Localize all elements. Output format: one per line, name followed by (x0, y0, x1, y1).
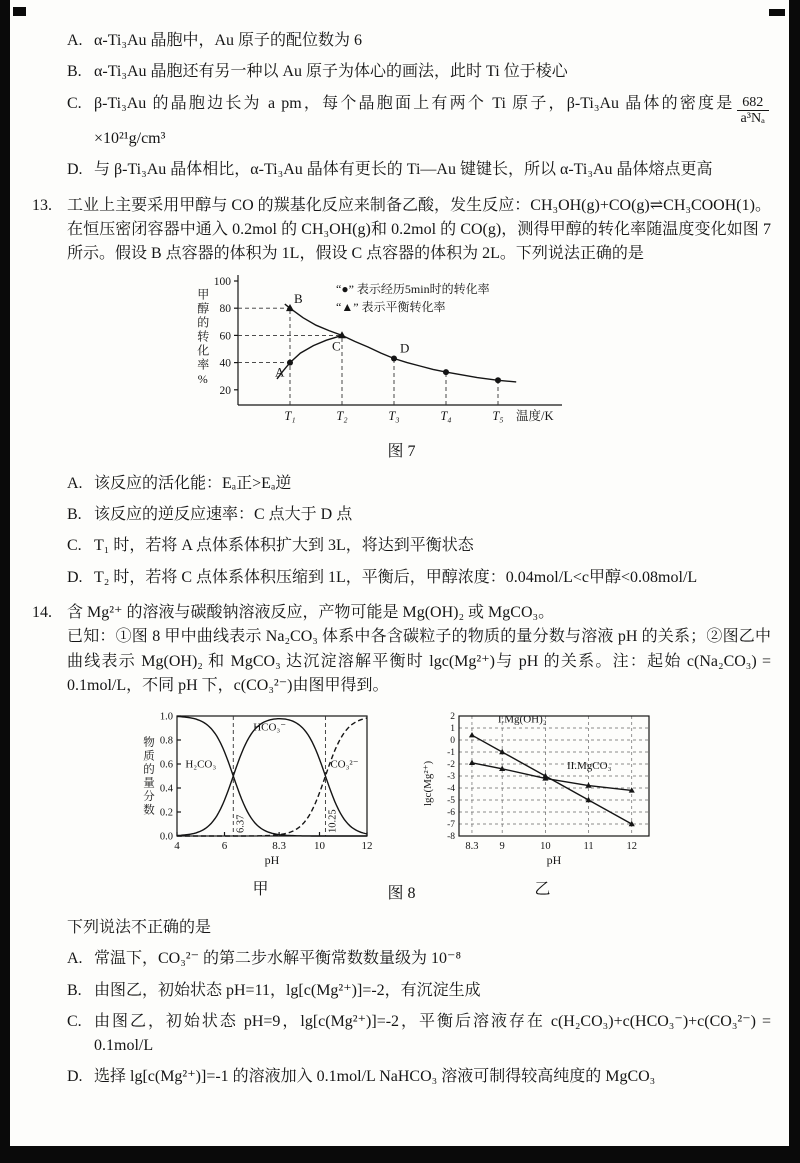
svg-text:I.Mg(OH)₂: I.Mg(OH)₂ (497, 713, 547, 726)
svg-text:A: A (274, 365, 284, 381)
question-number: 14. (32, 604, 52, 622)
q12-option-a (67, 29, 771, 53)
option-text-pre: β-Ti₃Au 的晶胞边长为 a pm，每个晶胞面上有两个 Ti 原子，β-Ti₃Au 晶体的密度是 (94, 94, 735, 112)
option-label: A. (67, 950, 83, 968)
svg-text:6.37: 6.37 (234, 814, 246, 834)
svg-text:-1: -1 (446, 748, 455, 759)
fig8a-y-axis-label: 物质的量分数 (141, 736, 154, 818)
svg-text:pH: pH (546, 853, 561, 868)
option-label: B. (67, 63, 82, 81)
question-number: 13. (32, 196, 52, 214)
option-label: A. (67, 474, 83, 492)
svg-text:0.8: 0.8 (159, 735, 173, 747)
svg-text:11: 11 (582, 841, 594, 853)
svg-text:6: 6 (221, 840, 227, 853)
svg-text:-5: -5 (446, 796, 455, 807)
option-text: 与 β-Ti₃Au 晶体相比，α-Ti₃Au 晶体有更长的 Ti—Au 键键长，所以 α-Ti₃Au 晶体熔点更高 (94, 161, 713, 179)
option-label: D. (67, 568, 83, 586)
option-label: A. (67, 32, 83, 49)
option-text: T₂ 时，若将 C 点体系体积压缩到 1L，平衡后，甲醇浓度：0.04mol/L<c甲醇<0.08mol/L (94, 568, 698, 586)
density-fraction (737, 95, 770, 127)
q13-option-c (67, 534, 771, 558)
fraction-denominator: a³Nₐ (737, 110, 770, 126)
figure8-right (417, 706, 669, 902)
option-label: B. (67, 506, 82, 524)
option-text: 该反应的逆反应速率：C 点大于 D 点 (94, 506, 353, 524)
svg-text:T₅: T₅ (491, 409, 504, 424)
q12-option-c (67, 92, 771, 152)
svg-text:20: 20 (219, 385, 231, 398)
q14-option-a (67, 947, 771, 971)
svg-text:CO₃²⁻: CO₃²⁻ (329, 758, 359, 771)
figure8-caption: 图 8 (387, 884, 416, 902)
svg-text:T₂: T₂ (335, 409, 348, 424)
svg-text:C: C (331, 338, 341, 354)
scan-artifact-top-right (769, 9, 785, 16)
fraction-numerator: 682 (742, 93, 764, 110)
q14-stem-line2: 已知：①图 8 甲中曲线表示 Na₂CO₃ 体系中各含碳粒子的物质的量分数与溶液 pH 的关系；②图乙中曲线表示 Mg(OH)₂ 和 MgCO₃ 达沉淀溶解平衡时 lgc(Mg²⁺)与 pH 的关系。注：起始 c(Na₂CO₃) = 0.1mol/L，不同 pH 下，c(CO₃²⁻)由图甲得到。 (67, 628, 771, 694)
question-13 (32, 194, 771, 267)
option-text: 选择 lg[c(Mg²⁺)]=-1 的溶液加入 0.1mol/L NaHCO₃ 溶液可制得较高纯度的 MgCO₃ (94, 1068, 656, 1086)
figure8b-chart (417, 706, 669, 878)
exam-page (10, 0, 789, 1146)
q13-option-d (67, 566, 771, 590)
q14-stem-line1: 含 Mg²⁺ 的溶液与碳酸钠溶液反应，产物可能是 Mg(OH)₂ 或 MgCO₃。 (67, 604, 555, 622)
svg-text:pH: pH (264, 853, 279, 868)
q14-option-d (67, 1065, 771, 1089)
q13-option-a (67, 472, 771, 496)
svg-text:温度/K: 温度/K (515, 409, 554, 424)
option-text: 该反应的活化能：Eₐ正>Eₐ逆 (94, 474, 292, 492)
figure-7 (32, 272, 771, 440)
option-label: C. (67, 537, 82, 555)
option-text: 由图乙，初始状态 pH=11，lg[c(Mg²⁺)]=-2，有沉淀生成 (94, 981, 481, 999)
svg-text:“●” 表示经历5min时的转化率: “●” 表示经历5min时的转化率 (335, 282, 490, 297)
svg-text:0.2: 0.2 (159, 807, 173, 819)
option-label: D. (67, 161, 83, 179)
option-text: 由图乙，初始状态 pH=9，lg[c(Mg²⁺)]=-2，平衡后溶液存在 c(H₂CO₃)+c(HCO₃⁻)+c(CO₃²⁻) = 0.1mol/L (94, 1012, 771, 1055)
option-label: C. (67, 94, 82, 112)
svg-text:8.3: 8.3 (464, 841, 479, 853)
question-stem (67, 601, 771, 698)
scan-artifact-top-left (13, 7, 26, 16)
option-text: α-Ti₃Au 晶胞还有另一种以 Au 原子为体心的画法，此时 Ti 位于棱心 (94, 63, 568, 81)
option-text: T₁ 时，若将 A 点体系体积扩大到 3L，将达到平衡状态 (94, 537, 474, 555)
q13-option-b (67, 503, 771, 527)
svg-text:-7: -7 (446, 820, 455, 831)
figure-8 (32, 706, 771, 902)
svg-text:12: 12 (361, 840, 372, 853)
fig7-y-axis-label: 甲醇的转化率% (195, 288, 210, 389)
question-14 (32, 601, 771, 698)
svg-text:0.6: 0.6 (159, 759, 173, 771)
svg-text:1.0: 1.0 (159, 711, 173, 723)
page-content (10, 0, 789, 1090)
svg-text:0.0: 0.0 (159, 831, 173, 843)
svg-text:0.4: 0.4 (159, 783, 173, 795)
svg-text:80: 80 (219, 303, 231, 316)
svg-text:12: 12 (625, 841, 637, 853)
option-text (94, 92, 771, 152)
figure8-left (135, 706, 387, 902)
svg-text:-8: -8 (446, 832, 455, 843)
option-text: α-Ti₃Au 晶胞中，Au 原子的配位数为 6 (94, 32, 363, 49)
svg-text:II.MgCO₃: II.MgCO₃ (566, 760, 611, 773)
svg-text:9: 9 (499, 841, 505, 853)
option-label: D. (67, 1068, 83, 1086)
svg-text:0: 0 (449, 736, 455, 747)
svg-text:8.3: 8.3 (271, 840, 286, 853)
svg-text:T₃: T₃ (387, 409, 400, 424)
question-stem: 工业上主要采用甲醇与 CO 的羰基化反应来制备乙酸，发生反应：CH₃OH(g)+CO(g)⇌CH₃COOH(1)。在恒压密闭容器中通入 0.2mol 的 CH₃OH(g)和 0.2mol 的 CO(g)，测得甲醇的转化率随温度变化如图 7 所示。假设 B 点容器的体积为 1L，假设 C 点容器的体积为 2L。下列说法正确的是 (67, 196, 771, 263)
svg-text:D: D (399, 340, 409, 356)
svg-text:“▲” 表示平衡转化率: “▲” 表示平衡转化率 (335, 300, 446, 315)
svg-text:4: 4 (173, 840, 180, 853)
svg-text:60: 60 (219, 330, 231, 343)
option-text: 常温下，CO₃²⁻ 的第二步水解平衡常数数量级为 10⁻⁸ (94, 950, 462, 968)
q14-option-b (67, 979, 771, 1003)
figure8a-chart (135, 706, 387, 878)
svg-text:-2: -2 (446, 760, 455, 771)
svg-text:40: 40 (219, 358, 231, 371)
svg-text:T₁: T₁ (283, 409, 296, 424)
svg-text:HCO₃⁻: HCO₃⁻ (252, 721, 286, 734)
fig8a-caption: 甲 (252, 881, 269, 899)
svg-text:1: 1 (449, 724, 455, 735)
option-text-post: ×10²¹g/cm³ (94, 129, 166, 147)
figure7-caption: 图 7 (387, 443, 416, 461)
svg-text:-3: -3 (446, 772, 455, 783)
q12-option-b (67, 60, 771, 84)
svg-text:10: 10 (313, 840, 325, 853)
svg-text:T₄: T₄ (439, 409, 452, 424)
option-label: B. (67, 981, 82, 999)
figure7-chart (186, 272, 618, 440)
q12-option-d (67, 158, 771, 182)
svg-text:2: 2 (449, 712, 455, 723)
q14-option-c (67, 1010, 771, 1059)
svg-text:10.25: 10.25 (326, 809, 338, 834)
svg-text:-4: -4 (446, 784, 455, 795)
q14-question-line: 下列说法不正确的是 (67, 918, 212, 936)
option-label: C. (67, 1012, 82, 1030)
svg-text:10: 10 (539, 841, 551, 853)
svg-text:lgc(Mg²⁺): lgc(Mg²⁺) (421, 761, 434, 807)
svg-text:B: B (293, 291, 303, 307)
svg-text:H₂CO₃: H₂CO₃ (184, 758, 216, 771)
svg-text:100: 100 (213, 276, 231, 289)
fig8b-caption: 乙 (534, 881, 551, 899)
svg-text:-6: -6 (446, 808, 455, 819)
